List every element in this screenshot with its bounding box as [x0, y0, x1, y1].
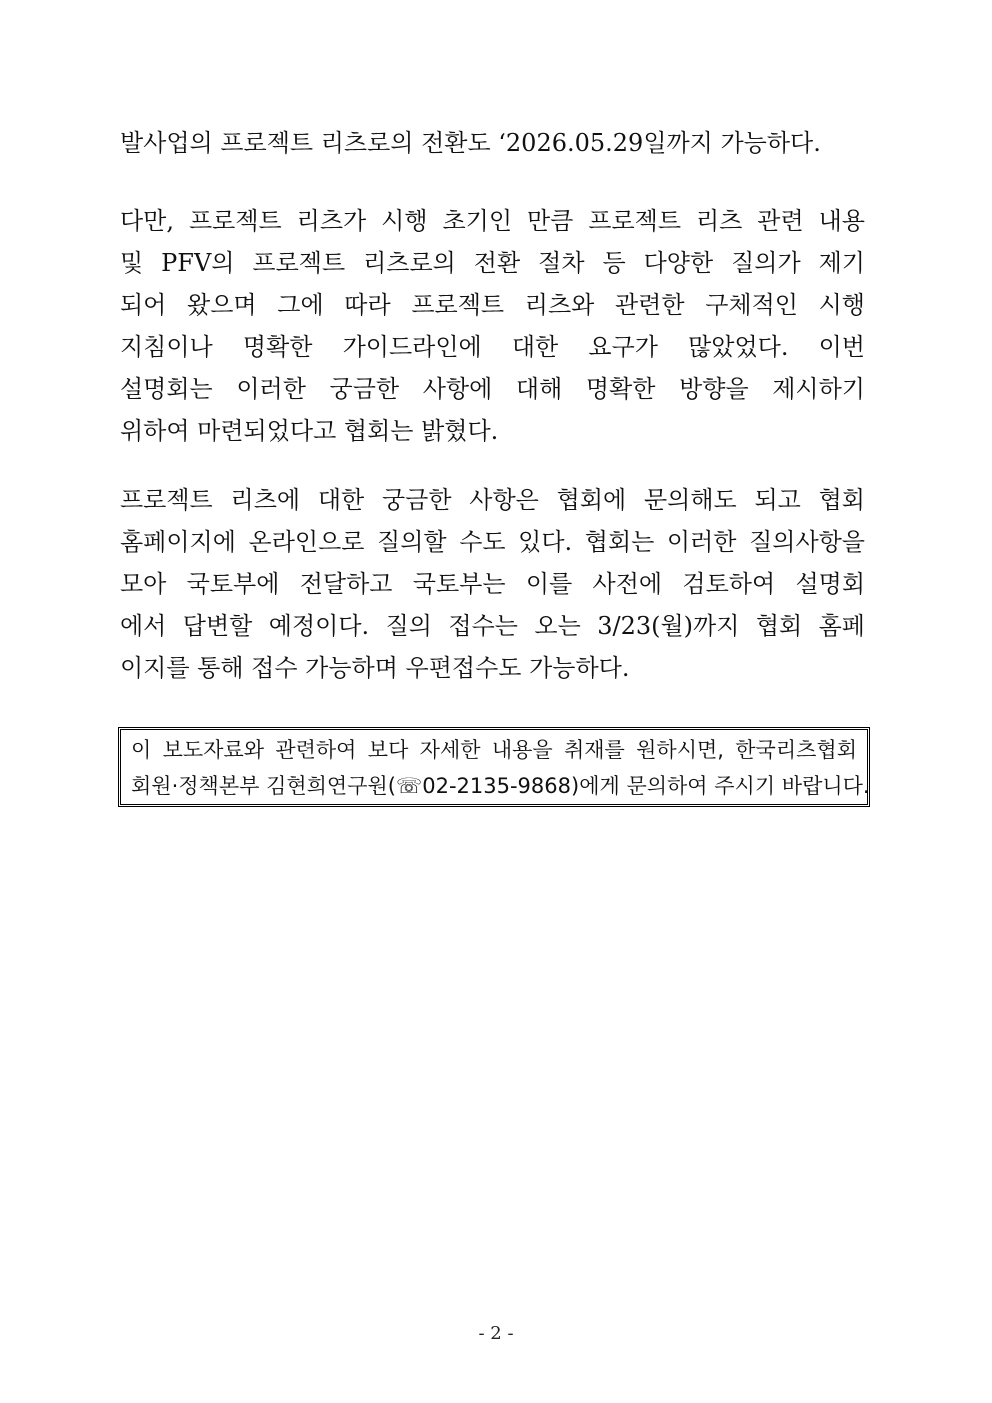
paragraph-line: 홈페이지에 온라인으로 질의할 수도 있다. 협회는 이러한 질의사항을 [120, 528, 865, 556]
paragraph-line: 위하여 마련되었다고 협회는 밝혔다. [120, 417, 499, 445]
paragraph-line: 이지를 통해 접수 가능하며 우편접수도 가능하다. [120, 654, 630, 682]
paragraph-line: 되어 왔으며 그에 따라 프로젝트 리츠와 관련한 구체적인 시행 [120, 291, 865, 319]
paragraph-line: 설명회는 이러한 궁금한 사항에 대해 명확한 방향을 제시하기 [120, 375, 865, 403]
paragraph-briefing-background [120, 200, 865, 452]
press-contact-box [118, 727, 870, 807]
paragraph-line: 다만, 프로젝트 리츠가 시행 초기인 만큼 프로젝트 리츠 관련 내용 [120, 207, 865, 235]
paragraph-line: 모아 국토부에 전달하고 국토부는 이를 사전에 검토하여 설명회 [120, 570, 865, 598]
paragraph-line: 에서 답변할 예정이다. 질의 접수는 오는 3/23(월)까지 협회 홈페 [120, 612, 865, 640]
contact-line-2: 회원·정책본부 김현희연구원(☏02-2135-9868)에게 문의하여 주시기 바랍니다. [131, 774, 870, 798]
paragraph-line: 지침이나 명확한 가이드라인에 대한 요구가 많았었다. 이번 [120, 333, 865, 361]
contact-line-1: 이 보도자료와 관련하여 보다 자세한 내용을 취재를 원하시면, 한국리츠협회 [131, 738, 857, 762]
paragraph-line: 및 PFV의 프로젝트 리츠로의 전환 절차 등 다양한 질의가 제기 [120, 249, 865, 277]
paragraph-conversion-deadline [120, 122, 865, 164]
page-number: - 2 - [478, 1323, 514, 1344]
paragraph-line: 발사업의 프로젝트 리츠로의 전환도 ‘2026.05.29일까지 가능하다. [120, 129, 821, 157]
paragraph-line: 프로젝트 리츠에 대한 궁금한 사항은 협회에 문의해도 되고 협회 [120, 486, 865, 514]
paragraph-inquiry-process [120, 479, 865, 689]
